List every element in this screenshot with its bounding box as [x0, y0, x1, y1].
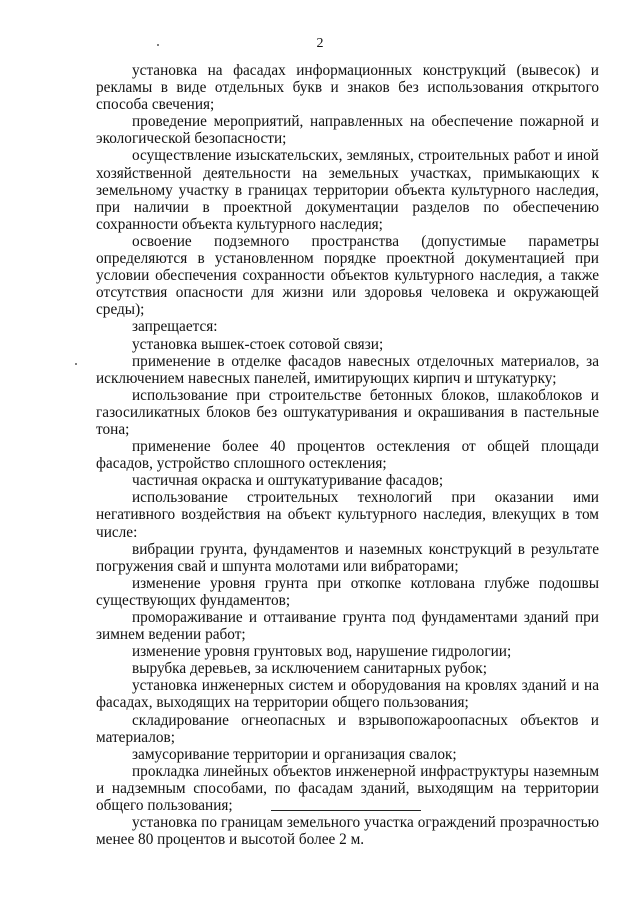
- paragraph-hazardous-storage: складирование огнеопасных и взрывопожароопасных объектов и материалов;: [96, 711, 599, 746]
- paragraph-ground-level: изменение уровня грунта при откопке котлована глубже подошвы существующих фундаментов;: [96, 574, 599, 609]
- paragraph-partial-painting: частичная окраска и оштукатуривание фасадов;: [132, 472, 444, 490]
- paragraph-tree-felling: вырубка деревьев, за исключением санитарных рубок;: [132, 660, 487, 678]
- paragraph-littering: замусоривание территории и организация свалок;: [132, 745, 457, 763]
- paragraph-fire-safety: проведение мероприятий, направленных на обеспечение пожарной и экологической безопасности;: [96, 113, 599, 148]
- document-body: [96, 62, 599, 848]
- paragraph-fencing: установка по границам земельного участка ограждений прозрачностью менее 80 процентов и высотой более 2 м.: [96, 814, 599, 849]
- paragraph-concrete-blocks: использование при строительстве бетонных блоков, шлакоблоков и газосиликатных блоков без оштукатуривания и окрашивания в пастельные тона;: [96, 386, 599, 438]
- paragraph-groundwater: изменение уровня грунтовых вод, нарушение гидрологии;: [132, 643, 512, 661]
- paragraph-roof-equipment: установка инженерных систем и оборудования на кровлях зданий и на фасадах, выходящих на территории общего пользования;: [96, 677, 599, 712]
- paragraph-construction-technologies: использование строительных технологий при оказании ими негативного воздействия на объект культурного наследия, влекущих в том числе:: [96, 489, 599, 541]
- paragraph-linear-infrastructure: прокладка линейных объектов инженерной инфраструктуры наземным и надземным способами, по фасадам зданий, выходящим на территории общего пользования;: [96, 762, 599, 815]
- paragraph-underground-space: освоение подземного пространства (допустимые параметры определяются в установленном порядке проектной документацией при условии обеспечения сохранности объектов культурного наследия, а также отсутствия опасности для жизни или здоровья человека и окружающей среды);: [96, 232, 599, 319]
- paragraph-cell-towers: установка вышек-стоек сотовой связи;: [132, 335, 384, 353]
- paragraph-signage: установка на фасадах информационных конструкций (вывесок) и рекламы в виде отдельных букв и знаков без использования открытого способа свечения;: [96, 62, 599, 114]
- end-of-text-rule: [271, 810, 421, 811]
- paragraph-earthworks: осуществление изыскательских, земляных, строительных работ и иной хозяйственной деятельности на земельных участках, примыкающих к земельному участку в границах территории объекта культурного наследия, при наличии в проектной документации разделов по обеспечению сохранности объекта культурного наследия;: [96, 147, 599, 233]
- scan-speck: [157, 44, 159, 46]
- paragraph-facade-cladding: применение в отделке фасадов навесных отделочных материалов, за исключением навесных панелей, имитирующих кирпич и штукатурку;: [96, 352, 599, 387]
- paragraph-ground-vibration: вибрации грунта, фундаментов и наземных конструкций в результате погружения свай и шпунта молотами или вибраторами;: [96, 540, 599, 575]
- page-number: 2: [316, 36, 324, 51]
- paragraph-glazing: применение более 40 процентов остекления от общей площади фасадов, устройство сплошного остекления;: [96, 438, 599, 473]
- paragraph-prohibited-heading: запрещается:: [132, 318, 218, 336]
- paragraph-freezing: промораживание и оттаивание грунта под фундаментами зданий при зимнем ведении работ;: [96, 609, 599, 644]
- scan-speck: [75, 363, 77, 365]
